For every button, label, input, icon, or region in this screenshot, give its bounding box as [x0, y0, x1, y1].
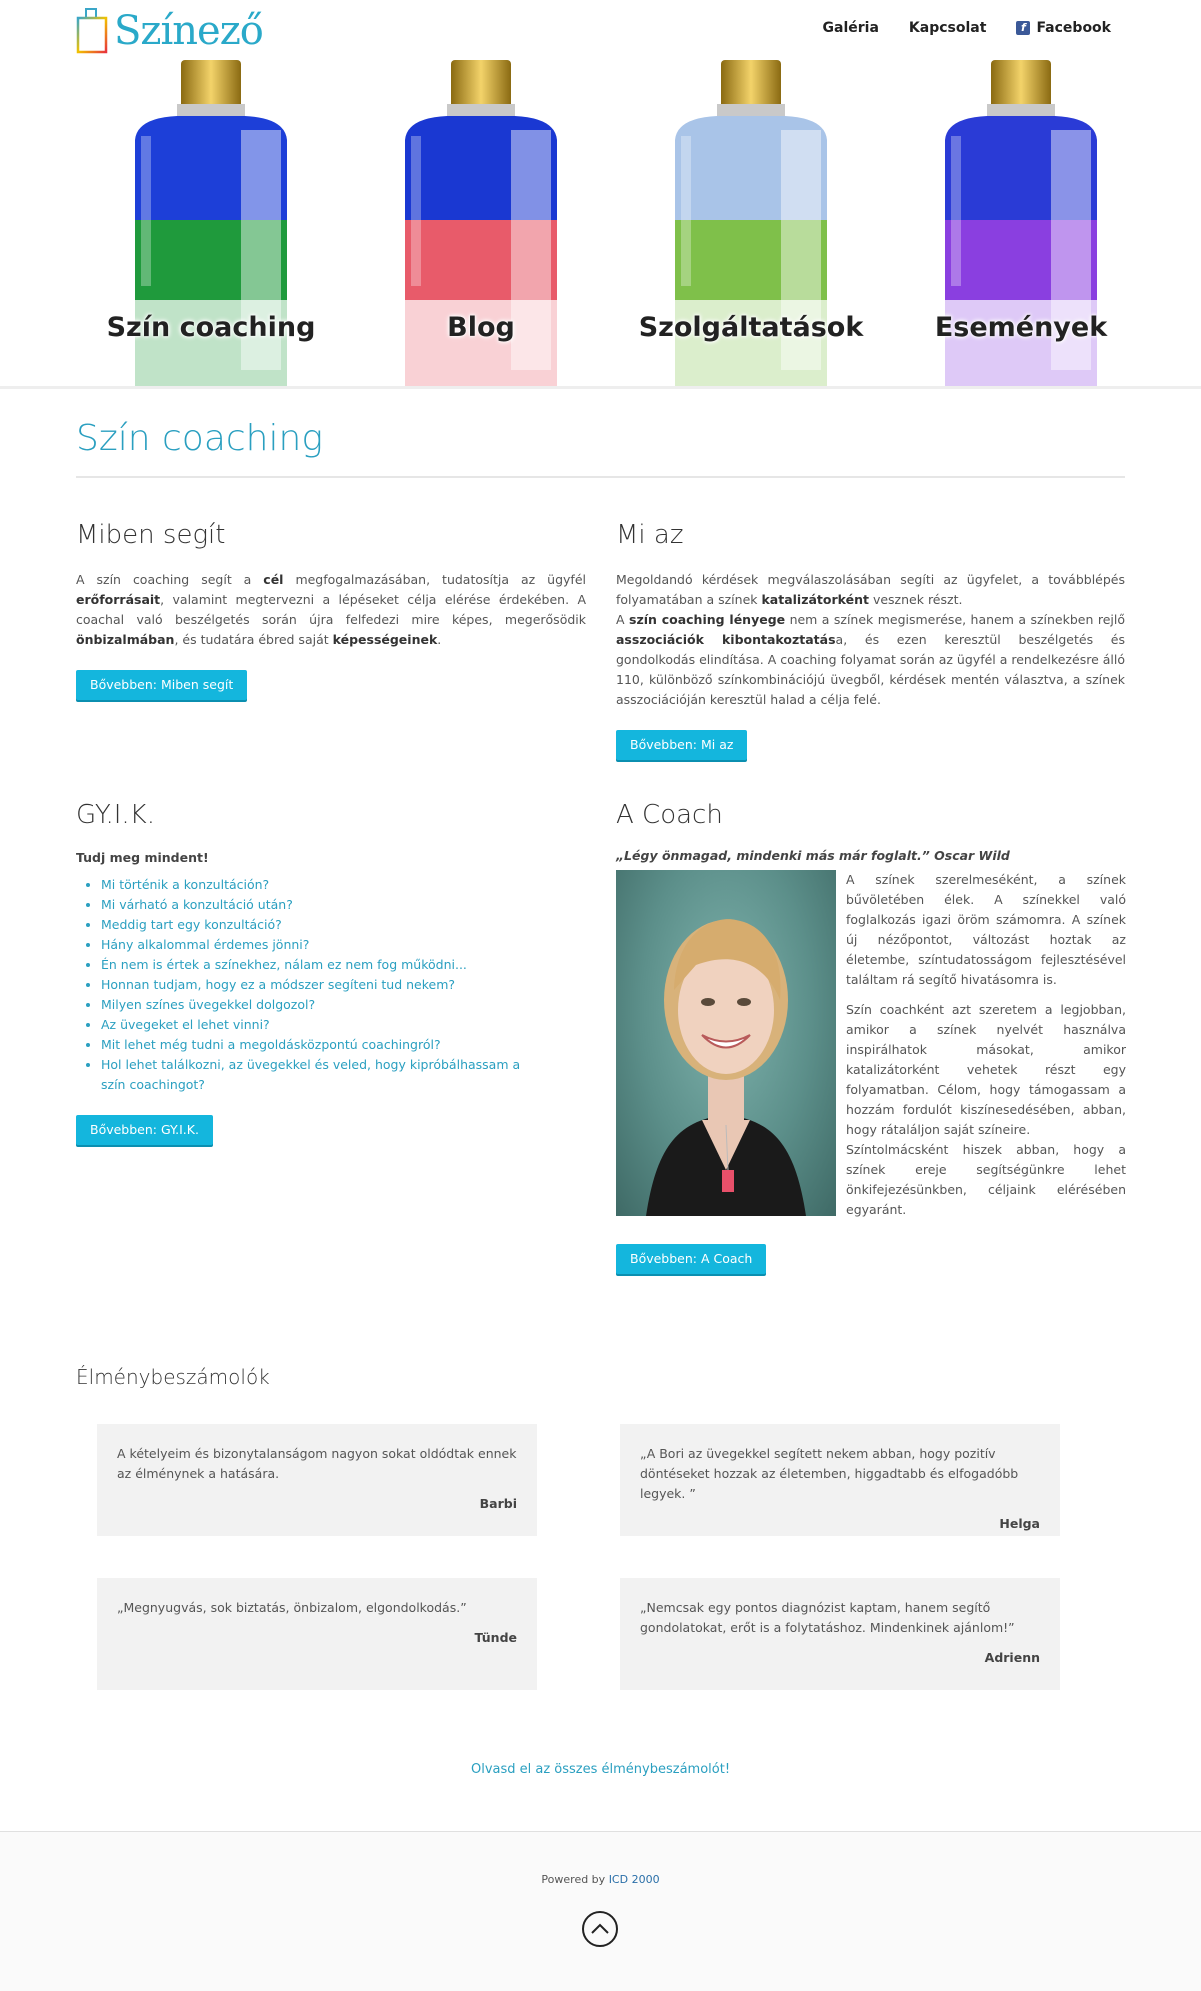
section-text: A szín coaching segít a cél megfogalmazásában, tudatosítja az ügyfél erőforrásait, valamint megtervezni a lépéseket célja elérése érdekében. A coachal való beszélgetés során újra felfedezi mire képes, megerősödik önbizalmában, és tudatára ébred saját képességeinek. — [76, 572, 586, 647]
testimonial-author: Adrienn — [984, 1650, 1040, 1665]
testimonial-text: A kételyeim és bizonytalanságom nagyon sokat oldódtak ennek az élménynek a hatására. — [117, 1446, 517, 1481]
company-link[interactable]: ICD 2000 — [608, 1873, 660, 1886]
testimonial-card — [620, 1424, 1060, 1536]
facebook-label: Facebook — [1036, 20, 1111, 36]
hero-item-label: Szolgáltatások — [638, 312, 864, 343]
section-title: Mi az — [616, 520, 684, 550]
powered-by — [0, 1873, 1201, 1886]
hero-item-blog[interactable] — [366, 60, 596, 386]
top-navigation — [823, 20, 1111, 36]
testimonial-card — [97, 1578, 537, 1690]
testimonial-author: Tünde — [474, 1630, 517, 1645]
section-coach — [616, 800, 1125, 1280]
hero-item-label: Blog — [447, 312, 515, 343]
coach-portrait-illustration — [616, 870, 836, 1216]
site-logo[interactable] — [76, 6, 263, 56]
coach-paragraph: Szín coachként azt szeretem a legjobban, amikor a színek nyelvét használva inspirálhatok másokat, amikor katalizátorként vehetek részt egy folyamatban. Célom, hogy támogassam a hozzám fordulót kiszínesedésében, abban, hogy rátaláljon saját színeire. — [846, 1002, 1126, 1137]
faq-link[interactable]: • Én nem is értek a színekhez, nálam ez nem fog működni... — [101, 955, 586, 975]
testimonial-card — [620, 1578, 1060, 1690]
mi-az-more-button[interactable]: Bővebben: Mi az — [616, 730, 747, 760]
section-text: Megoldandó kérdések megválaszolásában segíti az ügyfelet, a továbblépés folyamatában a színek katalizátorként vesznek részt. A szín coaching lényege nem a színek megismerése, hanem a színekben rejlő asszociációk kibontakoztatása, és ezen keresztül beszélgetés és gondolkodás elindítása. A coaching folyamat során az ügyfél a rendelkezésre álló 110, különböző színkombinációjú üvegből, kérdések mentén választva, a színek asszociációján keresztül halad a célja felé. — [616, 572, 1125, 707]
hero-item-szolgaltatasok[interactable] — [636, 60, 866, 386]
hero-item-label: Események — [934, 312, 1108, 343]
section-miben-segit — [76, 520, 586, 700]
testimonial-text: „Megnyugvás, sok biztatás, önbizalom, elgondolkodás.” — [117, 1600, 467, 1615]
coach-photo — [616, 870, 836, 1216]
faq-list — [76, 875, 586, 1095]
page-title: Szín coaching — [76, 418, 323, 459]
faq-link[interactable]: • Hol lehet találkozni, az üvegekkel és veled, hogy kipróbálhassam a szín coachingot? — [101, 1055, 586, 1095]
coach-paragraph: Színtolmácsként hiszek abban, hogy a színek ereje segítségünkre lehet önkifejezésünkben, céljaink elérésében egyaránt. — [846, 1142, 1126, 1217]
section-title: GY.I.K. — [76, 800, 155, 830]
facebook-icon: f — [1016, 21, 1030, 35]
site-header — [0, 0, 1201, 389]
logo-text: Színező — [114, 8, 263, 54]
divider — [76, 476, 1125, 478]
faq-link[interactable]: • Mi várható a konzultáció után? — [101, 895, 586, 915]
faq-link[interactable]: • Milyen színes üvegekkel dolgozol? — [101, 995, 586, 1015]
hero-item-esemenyek[interactable] — [906, 60, 1136, 386]
testimonials-title: Élménybeszámolók — [76, 1365, 270, 1389]
section-gyik — [76, 800, 586, 1145]
logo-bottle-icon — [76, 8, 110, 54]
coach-paragraph: A színek szerelmeséként, a színek bűvöletében élek. A színekkel való foglalkozás igazi öröm számomra. A színek új nézőpontot, változást hoztak az életembe, színtudatosságom fejlesztésével találtam rá segítő hivatásomra is. — [846, 872, 1126, 987]
hero-item-label: Szín coaching — [106, 312, 316, 343]
all-testimonials-link-row — [0, 1762, 1201, 1777]
section-mi-az — [616, 520, 1125, 760]
coach-bio — [846, 870, 1126, 1230]
gyik-more-button[interactable]: Bővebben: GY.I.K. — [76, 1115, 213, 1145]
all-testimonials-link[interactable]: Olvasd el az összes élménybeszámolót! — [470, 1762, 731, 1777]
testimonial-author: Helga — [999, 1516, 1040, 1531]
testimonial-text: „Nemcsak egy pontos diagnózist kaptam, hanem segítő gondolatokat, erőt is a folytatáshoz. Mindenkinek ajánlom!” — [640, 1600, 1015, 1635]
faq-link[interactable]: • Hány alkalommal érdemes jönni? — [101, 935, 586, 955]
testimonial-text: „A Bori az üvegekkel segített nekem abban, hogy pozitív döntéseket hozzak az életemben, higgadtabb és elfogadóbb legyek. ” — [640, 1446, 1019, 1501]
miben-segit-more-button[interactable]: Bővebben: Miben segít — [76, 670, 247, 700]
coach-quote: „Légy önmagad, mindenki más már foglalt.” Oscar Wild — [616, 848, 1010, 863]
section-title: A Coach — [616, 800, 723, 830]
faq-link[interactable]: • Mi történik a konzultáción? — [101, 875, 586, 895]
nav-item-kapcsolat[interactable]: Kapcsolat — [908, 20, 987, 36]
section-title: Miben segít — [76, 520, 226, 550]
faq-link[interactable]: • Mit lehet még tudni a megoldásközpontú coachingról? — [101, 1035, 586, 1055]
faq-link[interactable]: • Honnan tudjam, hogy ez a módszer segíteni tud nekem? — [101, 975, 586, 995]
powered-by-label: Powered by — [541, 1873, 606, 1886]
nav-item-galeria[interactable]: Galéria — [822, 20, 879, 36]
faq-link[interactable]: • Meddig tart egy konzultáció? — [101, 915, 586, 935]
coach-more-button[interactable]: Bővebben: A Coach — [616, 1244, 766, 1274]
testimonial-card — [97, 1424, 537, 1536]
faq-link[interactable]: • Az üvegeket el lehet vinni? — [101, 1015, 586, 1035]
back-to-top-button[interactable] — [582, 1911, 618, 1947]
nav-item-facebook[interactable] — [1016, 20, 1111, 36]
hero-bottles — [0, 60, 1201, 386]
testimonial-author: Barbi — [479, 1496, 517, 1511]
gyik-subtitle: Tudj meg mindent! — [76, 850, 209, 865]
chevron-up-icon — [591, 1923, 609, 1935]
hero-item-szin-coaching[interactable] — [96, 60, 326, 386]
